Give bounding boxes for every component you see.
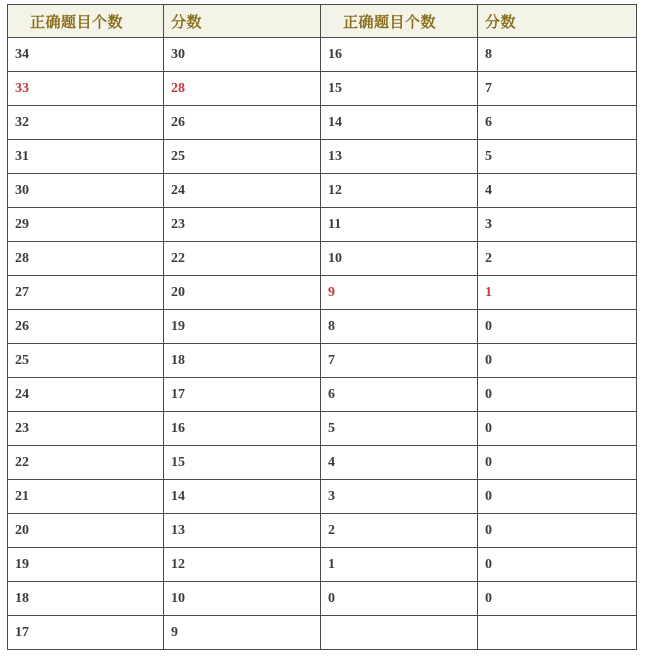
- table-row: [8, 72, 637, 106]
- cell-score-left: 22: [164, 242, 321, 276]
- cell-score-right: 0: [478, 548, 637, 582]
- cell-score-left: 26: [164, 106, 321, 140]
- table-row: [8, 140, 637, 174]
- cell-correct-count-left: 31: [8, 140, 164, 174]
- header-correct-count-right: 正确题目个数: [321, 5, 478, 38]
- table-header: [8, 5, 637, 38]
- table-row: [8, 242, 637, 276]
- table-row: [8, 344, 637, 378]
- table-row: [8, 310, 637, 344]
- cell-score-right: 4: [478, 174, 637, 208]
- cell-score-left: 18: [164, 344, 321, 378]
- cell-correct-count-left: 19: [8, 548, 164, 582]
- header-score-right: 分数: [478, 5, 637, 38]
- cell-score-right: 1: [478, 276, 637, 310]
- cell-correct-count-right: 8: [321, 310, 478, 344]
- cell-correct-count-right: 15: [321, 72, 478, 106]
- cell-score-right: 3: [478, 208, 637, 242]
- cell-correct-count-right: 12: [321, 174, 478, 208]
- cell-correct-count-left: 29: [8, 208, 164, 242]
- cell-score-left: 25: [164, 140, 321, 174]
- cell-score-right: 2: [478, 242, 637, 276]
- cell-score-right: 5: [478, 140, 637, 174]
- cell-score-right: 0: [478, 582, 637, 616]
- header-row: [8, 5, 637, 38]
- cell-score-right: [478, 616, 637, 650]
- cell-correct-count-left: 22: [8, 446, 164, 480]
- table-row: [8, 446, 637, 480]
- cell-correct-count-right: 9: [321, 276, 478, 310]
- table-body: [8, 38, 637, 650]
- cell-score-left: 12: [164, 548, 321, 582]
- cell-score-left: 24: [164, 174, 321, 208]
- cell-score-right: 0: [478, 378, 637, 412]
- cell-correct-count-right: 14: [321, 106, 478, 140]
- cell-correct-count-left: 24: [8, 378, 164, 412]
- cell-correct-count-right: 2: [321, 514, 478, 548]
- cell-correct-count-left: 17: [8, 616, 164, 650]
- cell-score-left: 28: [164, 72, 321, 106]
- cell-correct-count-left: 30: [8, 174, 164, 208]
- cell-score-left: 23: [164, 208, 321, 242]
- cell-score-left: 19: [164, 310, 321, 344]
- cell-correct-count-left: 26: [8, 310, 164, 344]
- table-row: [8, 548, 637, 582]
- cell-correct-count-left: 33: [8, 72, 164, 106]
- table-row: [8, 480, 637, 514]
- cell-correct-count-right: 3: [321, 480, 478, 514]
- cell-correct-count-left: 18: [8, 582, 164, 616]
- cell-correct-count-left: 32: [8, 106, 164, 140]
- cell-correct-count-right: 16: [321, 38, 478, 72]
- cell-correct-count-left: 27: [8, 276, 164, 310]
- cell-correct-count-left: 25: [8, 344, 164, 378]
- cell-correct-count-left: 28: [8, 242, 164, 276]
- cell-score-left: 30: [164, 38, 321, 72]
- cell-score-left: 15: [164, 446, 321, 480]
- cell-score-left: 16: [164, 412, 321, 446]
- cell-score-right: 0: [478, 446, 637, 480]
- table-row: [8, 514, 637, 548]
- cell-score-left: 20: [164, 276, 321, 310]
- table-row: [8, 412, 637, 446]
- table-row: [8, 106, 637, 140]
- cell-correct-count-left: 23: [8, 412, 164, 446]
- cell-correct-count-right: 1: [321, 548, 478, 582]
- cell-score-right: 6: [478, 106, 637, 140]
- cell-correct-count-right: 6: [321, 378, 478, 412]
- cell-correct-count-right: 7: [321, 344, 478, 378]
- cell-correct-count-right: [321, 616, 478, 650]
- cell-correct-count-right: 11: [321, 208, 478, 242]
- table-row: [8, 616, 637, 650]
- cell-correct-count-left: 20: [8, 514, 164, 548]
- table-row: [8, 38, 637, 72]
- cell-correct-count-left: 34: [8, 38, 164, 72]
- cell-correct-count-right: 5: [321, 412, 478, 446]
- cell-score-left: 14: [164, 480, 321, 514]
- table-row: [8, 208, 637, 242]
- cell-score-left: 13: [164, 514, 321, 548]
- cell-correct-count-right: 4: [321, 446, 478, 480]
- cell-score-right: 8: [478, 38, 637, 72]
- cell-correct-count-right: 13: [321, 140, 478, 174]
- cell-score-right: 0: [478, 344, 637, 378]
- cell-score-left: 10: [164, 582, 321, 616]
- cell-score-right: 7: [478, 72, 637, 106]
- cell-correct-count-right: 10: [321, 242, 478, 276]
- score-conversion-table: [7, 4, 637, 650]
- table-row: [8, 582, 637, 616]
- cell-correct-count-left: 21: [8, 480, 164, 514]
- cell-score-left: 17: [164, 378, 321, 412]
- cell-score-right: 0: [478, 310, 637, 344]
- table-row: [8, 276, 637, 310]
- cell-score-right: 0: [478, 412, 637, 446]
- cell-score-left: 9: [164, 616, 321, 650]
- cell-score-right: 0: [478, 514, 637, 548]
- table-row: [8, 174, 637, 208]
- cell-correct-count-right: 0: [321, 582, 478, 616]
- header-score-left: 分数: [164, 5, 321, 38]
- header-correct-count-left: 正确题目个数: [8, 5, 164, 38]
- cell-score-right: 0: [478, 480, 637, 514]
- table-row: [8, 378, 637, 412]
